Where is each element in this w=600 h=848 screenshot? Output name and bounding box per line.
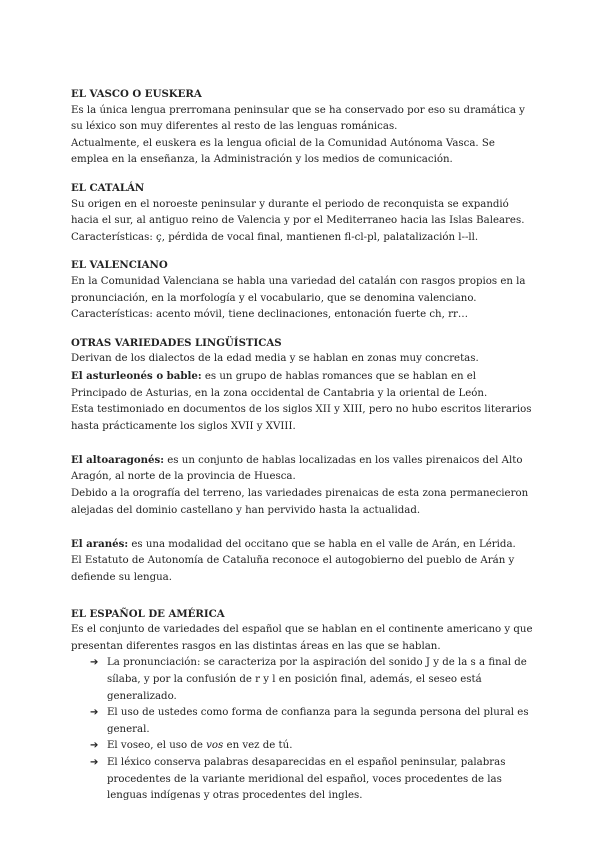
section-espanol-america xyxy=(71,606,533,805)
document-page xyxy=(71,86,533,805)
section-catalan xyxy=(71,180,533,246)
list-item-text xyxy=(107,740,292,751)
paragraph-aranes xyxy=(71,536,533,554)
text-fragment: en vez de tú. xyxy=(223,740,293,752)
section-heading-valenciano: EL VALENCIANO xyxy=(71,259,168,272)
section-heading-catalan: EL CATALÁN xyxy=(71,181,145,194)
list-item xyxy=(90,705,533,738)
paragraph-altoaragones xyxy=(71,452,533,486)
list-item-text: La pronunciación: se caracteriza por la aspiración del sonido J y de la s a final de sílaba, y por la confusión de r y l en posición final, además, el seseo está generalizado. xyxy=(107,657,527,702)
definition-text: es un grupo de hablas romances que se hablan en el Principado de Asturias, en la zona occidental de Cantabria y la oriental de León. xyxy=(71,370,488,399)
paragraph: El Estatuto de Autonomía de Cataluña reconoce el autogobierno del pueblo de Arán y defiende su lengua. xyxy=(71,555,515,584)
paragraph: Es la única lengua prerromana peninsular que se ha conservado por eso su dramática y su léxico son muy diferentes al resto de las lenguas románicas. xyxy=(71,104,525,133)
definition-text: es una modalidad del occitano que se habla en el valle de Arán, en Lérida. xyxy=(128,538,516,550)
section-heading-vasco: EL VASCO O EUSKERA xyxy=(71,88,202,100)
arrow-right-icon: ➔ xyxy=(90,707,99,719)
arrow-right-icon: ➔ xyxy=(90,740,99,752)
paragraph: Características: ç, pérdida de vocal final, mantienen fl-cl-pl, palatalización l--ll. xyxy=(71,231,479,243)
paragraph: Es el conjunto de variedades del español que se hablan en el continente americano y que presentan diferentes rasgos en las distintas áreas en las que se hablan. xyxy=(71,624,533,652)
paragraph: Debido a la orografía del terreno, las variedades pirenaicas de esta zona permanecieron alejadas del dominio castellano y han pervivido hasta la actualidad. xyxy=(71,488,529,516)
arrow-right-icon: ➔ xyxy=(90,756,99,768)
section-vasco xyxy=(71,86,533,169)
term-altoaragones: El altoaragonés: xyxy=(71,453,165,466)
section-valenciano xyxy=(71,257,533,323)
paragraph: Actualmente, el euskera es la lengua oficial de la Comunidad Autónoma Vasca. Se emplea en la enseñanza, la Administración y los medios de comunicación. xyxy=(71,137,495,166)
list-item xyxy=(90,738,533,755)
paragraph: Su origen en el noroeste peninsular y durante el periodo de reconquista se expandió hacia el sur, al antiguo reino de Valencia y por el Mediterraneo hacia las Islas Baleares. xyxy=(71,198,525,227)
paragraph: En la Comunidad Valenciana se habla una variedad del catalán con rasgos propios en la pronunciación, en la morfología y el vocabulario, que se denomina valenciano. xyxy=(71,275,526,304)
section-heading-america: EL ESPAÑOL DE AMÉRICA xyxy=(71,607,225,620)
feature-list xyxy=(71,655,533,804)
term-asturleones: El asturleonés o bable: xyxy=(71,369,202,382)
list-item-text: El léxico conserva palabras desaparecidas en el español peninsular, palabras procedentes de la variante meridional del español, voces procedentes de las lenguas indígenas y otras procedentes del ingles. xyxy=(107,756,506,802)
paragraph: Esta testimoniado en documentos de los siglos XII y XIII, pero no hubo escritos literarios hasta prácticamente los siglos XVII y XVIII. xyxy=(71,404,532,432)
paragraph: Características: acento móvil, tiene declinaciones, entonación fuerte ch, rr… xyxy=(71,309,469,321)
list-item xyxy=(90,755,533,805)
list-item xyxy=(90,655,533,705)
section-otras-variedades xyxy=(71,335,533,587)
list-item-text: El uso de ustedes como forma de confianza para la segunda persona del plural es general. xyxy=(107,707,529,735)
arrow-right-icon: ➔ xyxy=(90,657,99,669)
section-heading-otras: OTRAS VARIEDADES LINGÜÍSTICAS xyxy=(71,336,282,349)
term-aranes: El aranés: xyxy=(71,537,129,550)
paragraph-asturleones xyxy=(71,368,533,402)
paragraph: Derivan de los dialectos de la edad media y se hablan en zonas muy concretas. xyxy=(71,353,479,365)
definition-text: es un conjunto de hablas localizadas en los valles pirenaicos del Alto Aragón, al norte de la provincia de Huesca. xyxy=(71,454,523,483)
emphasis-vos: vos xyxy=(206,740,224,752)
text-fragment: El voseo, el uso de xyxy=(107,740,207,752)
